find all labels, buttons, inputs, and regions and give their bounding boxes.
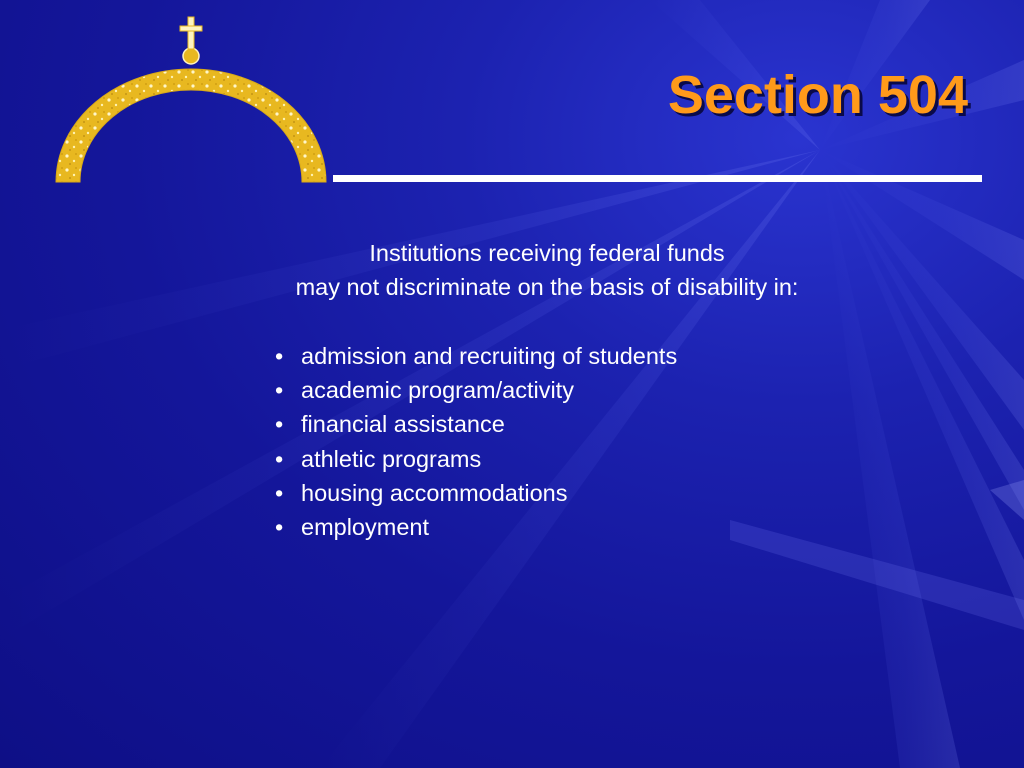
bullet-icon: • — [275, 343, 284, 369]
bullet-icon: • — [275, 445, 284, 472]
list-item — [270, 476, 677, 510]
list-item — [270, 407, 677, 441]
intro-line-1: Institutions receiving federal funds — [369, 240, 725, 266]
list-item — [270, 510, 677, 544]
list-item — [270, 373, 677, 407]
list-item-text: housing accommodations — [301, 479, 568, 506]
title-underline — [333, 175, 982, 182]
intro-line-2: may not discriminate on the basis of disability in: — [295, 274, 799, 300]
list-item — [270, 442, 677, 476]
bullet-list — [270, 339, 677, 544]
bullet-icon: • — [275, 411, 284, 438]
slide-title: Section 504 — [667, 65, 968, 125]
bullet-icon: • — [275, 479, 284, 506]
list-item-text: admission and recruiting of students — [301, 343, 678, 369]
list-item-text: financial assistance — [301, 411, 505, 438]
bullet-icon: • — [275, 377, 284, 404]
bullet-icon: • — [275, 514, 284, 541]
intro-text — [0, 236, 1024, 304]
gold-arch-with-cross-icon — [50, 12, 340, 187]
list-item — [270, 339, 677, 373]
list-item-text: athletic programs — [301, 445, 482, 472]
list-item-text: employment — [301, 514, 429, 541]
list-item-text: academic program/activity — [301, 377, 574, 404]
